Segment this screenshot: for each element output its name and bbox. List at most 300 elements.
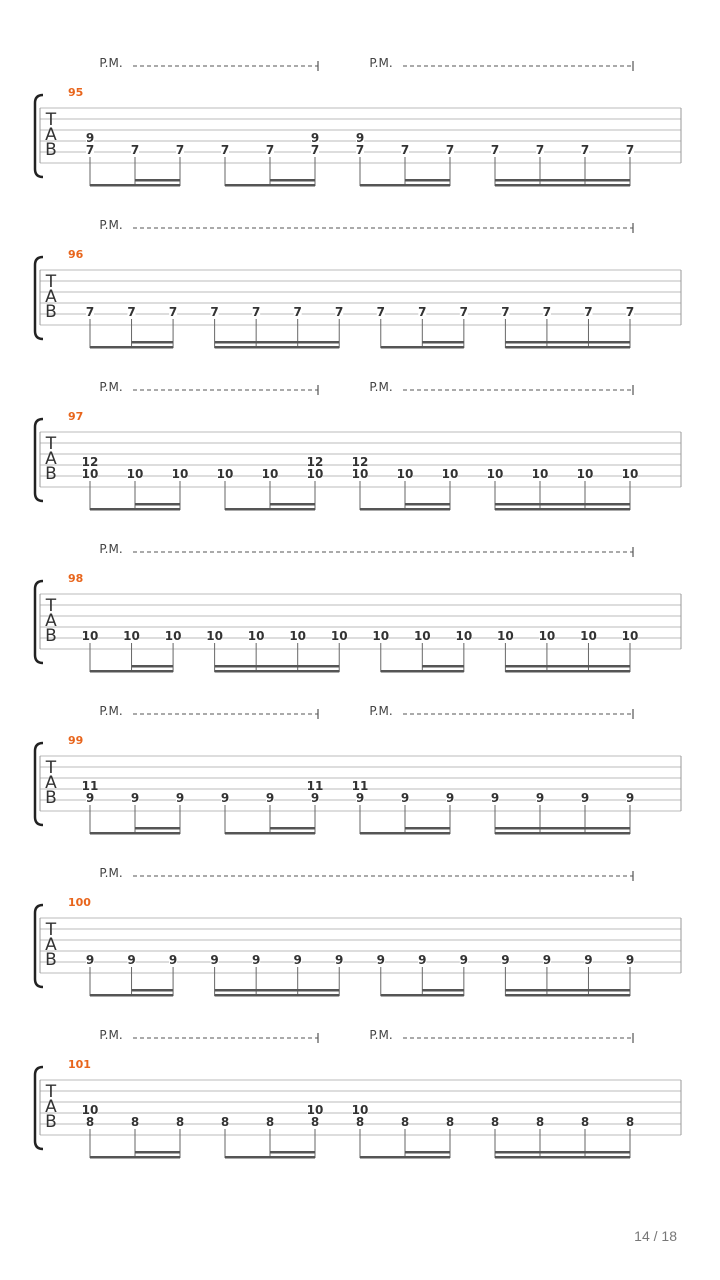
fret-number: 9: [335, 953, 344, 967]
fret-number: 10: [538, 629, 556, 643]
fret-number: 8: [400, 1115, 410, 1129]
fret-number: 9: [310, 791, 320, 805]
fret-number: 7: [265, 143, 275, 157]
fret-number: 8: [130, 1115, 140, 1129]
note: [127, 953, 135, 967]
fret-number: 7: [85, 143, 95, 157]
fret-number: 9: [85, 791, 95, 805]
fret-number: 7: [490, 143, 500, 157]
fret-number: 10: [486, 467, 504, 481]
clef-letter: B: [45, 302, 57, 322]
beam-secondary: [215, 665, 340, 668]
note: [176, 791, 184, 805]
note: [536, 1115, 544, 1129]
beam-secondary: [215, 989, 340, 992]
clef-letter: A: [45, 125, 57, 145]
beam-secondary: [495, 1151, 630, 1154]
note: [248, 629, 265, 643]
note: [210, 953, 218, 967]
page-separator: /: [649, 1228, 662, 1244]
fret-number: 9: [293, 953, 302, 967]
fret-number: 9: [625, 791, 635, 805]
fret-number: 7: [85, 305, 95, 319]
beam-secondary: [422, 989, 464, 992]
system-101: [35, 1028, 681, 1159]
beam-primary: [505, 994, 630, 997]
note: [82, 629, 99, 643]
fret-number: 9: [355, 791, 365, 805]
system-bracket: [35, 743, 43, 825]
note: [86, 953, 94, 967]
beam-secondary: [405, 827, 450, 830]
palm-mute-label: P.M.: [99, 218, 123, 232]
fret-number: 9: [85, 953, 95, 967]
fret-number: 7: [376, 305, 385, 319]
beam-secondary: [270, 503, 315, 506]
fret-number: 7: [335, 305, 344, 319]
note: [491, 791, 499, 805]
fret-number: 7: [251, 305, 261, 319]
note: [210, 305, 218, 319]
palm-mute-label: P.M.: [369, 704, 393, 718]
clef-letter: T: [45, 110, 57, 130]
note: [536, 791, 544, 805]
fret-number: 10: [351, 467, 369, 481]
palm-mute-label: P.M.: [99, 866, 123, 880]
clef-letter: B: [45, 1112, 57, 1132]
note: [176, 143, 184, 157]
note: [491, 143, 499, 157]
beam-secondary: [135, 827, 180, 830]
fret-number: 12: [306, 455, 324, 469]
note: [397, 467, 414, 481]
measure-number: 98: [68, 572, 84, 585]
note: [169, 953, 177, 967]
fret-number: 9: [490, 791, 500, 805]
fret-number: 10: [621, 629, 639, 643]
note: [584, 953, 592, 967]
note: [501, 953, 509, 967]
measure-number: 101: [68, 1058, 91, 1071]
note: [626, 1115, 634, 1129]
fret-number: 9: [175, 791, 185, 805]
note: [252, 305, 260, 319]
note: [165, 629, 182, 643]
beam-primary: [495, 184, 630, 187]
beam-primary: [225, 184, 315, 187]
note: [446, 1115, 454, 1129]
note: [580, 629, 597, 643]
note: [446, 791, 454, 805]
note: [294, 305, 302, 319]
fret-number: 9: [130, 791, 140, 805]
beam-primary: [360, 184, 450, 187]
fret-number: 7: [501, 305, 510, 319]
fret-number: 10: [413, 629, 431, 643]
note: [455, 629, 472, 643]
note: [581, 791, 589, 805]
palm-mute-label: P.M.: [99, 56, 123, 70]
fret-number: 10: [171, 467, 189, 481]
fret-number: 10: [261, 467, 279, 481]
note: [82, 779, 99, 805]
fret-number: 10: [372, 629, 390, 643]
fret-number: 10: [81, 1103, 99, 1117]
note: [217, 467, 234, 481]
note: [626, 143, 634, 157]
note: [123, 629, 140, 643]
fret-number: 10: [497, 629, 514, 643]
fret-number: 9: [168, 953, 178, 967]
note: [266, 791, 274, 805]
fret-number: 7: [580, 143, 590, 157]
note: [131, 143, 139, 157]
note: [622, 467, 639, 481]
fret-number: 8: [175, 1115, 185, 1129]
clef-letter: T: [45, 596, 57, 616]
fret-number: 10: [206, 629, 223, 643]
clef-letter: B: [45, 788, 57, 808]
fret-number: 7: [535, 143, 545, 157]
note: [294, 953, 302, 967]
system-99: [35, 704, 681, 835]
clef-letter: A: [45, 773, 57, 793]
beam-primary: [505, 346, 630, 349]
beam-primary: [90, 508, 180, 511]
note: [86, 131, 94, 157]
note: [532, 467, 549, 481]
measure-number: 100: [68, 896, 91, 909]
clef-letter: B: [45, 950, 57, 970]
fret-number: 9: [418, 953, 427, 967]
note: [626, 791, 634, 805]
fret-number: 10: [126, 467, 144, 481]
page-number: [634, 1228, 677, 1244]
system-bracket: [35, 581, 43, 663]
fret-number: 9: [210, 953, 219, 967]
fret-number: 9: [400, 791, 410, 805]
fret-number: 10: [351, 1103, 369, 1117]
beam-secondary: [405, 179, 450, 182]
beam-secondary: [422, 341, 464, 344]
note: [206, 629, 223, 643]
note: [82, 1103, 99, 1129]
palm-mute-label: P.M.: [369, 380, 393, 394]
beam-primary: [381, 670, 464, 673]
fret-number: 7: [445, 143, 455, 157]
note: [539, 629, 556, 643]
note: [401, 1115, 409, 1129]
fret-number: 9: [542, 953, 552, 967]
note: [82, 455, 99, 481]
fret-number: 9: [355, 131, 365, 145]
fret-number: 7: [584, 305, 593, 319]
beam-primary: [90, 994, 173, 997]
clef-letter: T: [45, 1082, 57, 1102]
fret-number: 7: [355, 143, 365, 157]
note: [127, 305, 135, 319]
beam-secondary: [270, 1151, 315, 1154]
fret-number: 10: [216, 467, 234, 481]
note: [372, 629, 389, 643]
fret-number: 7: [210, 305, 219, 319]
palm-mute-label: P.M.: [99, 542, 123, 556]
note: [176, 1115, 184, 1129]
beam-secondary: [495, 503, 630, 506]
beam-primary: [225, 1156, 315, 1159]
fret-number: 9: [251, 953, 261, 967]
beam-primary: [215, 346, 340, 349]
clef-letter: T: [45, 272, 57, 292]
beam-primary: [505, 670, 630, 673]
note: [352, 1103, 369, 1129]
note: [335, 953, 343, 967]
system-97: [35, 380, 681, 511]
palm-mute-label: P.M.: [369, 1028, 393, 1042]
note: [335, 305, 343, 319]
note: [86, 305, 94, 319]
fret-number: 8: [220, 1115, 230, 1129]
palm-mute-label: P.M.: [99, 380, 123, 394]
beam-primary: [90, 670, 173, 673]
note: [252, 953, 260, 967]
clef-letter: A: [45, 1097, 57, 1117]
fret-number: 7: [168, 305, 178, 319]
note: [626, 953, 634, 967]
note: [377, 953, 385, 967]
note: [172, 467, 189, 481]
note: [584, 305, 592, 319]
note: [377, 305, 385, 319]
beam-secondary: [405, 1151, 450, 1154]
note: [460, 305, 468, 319]
note: [442, 467, 459, 481]
note: [581, 143, 589, 157]
fret-number: 7: [293, 305, 302, 319]
measure-number: 99: [68, 734, 84, 747]
fret-number: 10: [306, 467, 324, 481]
fret-number: 8: [535, 1115, 545, 1129]
fret-number: 12: [351, 455, 369, 469]
note: [352, 455, 369, 481]
beam-primary: [90, 1156, 180, 1159]
fret-number: 9: [535, 791, 545, 805]
beam-primary: [495, 508, 630, 511]
clef-letter: A: [45, 935, 57, 955]
fret-number: 8: [355, 1115, 365, 1129]
note: [356, 131, 364, 157]
fret-number: 10: [441, 467, 459, 481]
note: [127, 467, 144, 481]
note: [401, 791, 409, 805]
note: [289, 629, 306, 643]
fret-number: 7: [310, 143, 320, 157]
fret-number: 7: [220, 143, 230, 157]
fret-number: 8: [310, 1115, 320, 1129]
beam-secondary: [495, 827, 630, 830]
note: [221, 1115, 229, 1129]
fret-number: 8: [85, 1115, 95, 1129]
system-bracket: [35, 1067, 43, 1149]
beam-primary: [90, 346, 173, 349]
fret-number: 9: [625, 953, 635, 967]
note: [352, 779, 369, 805]
note: [491, 1115, 499, 1129]
fret-number: 8: [625, 1115, 635, 1129]
fret-number: 10: [306, 1103, 324, 1117]
fret-number: 8: [490, 1115, 500, 1129]
fret-number: 10: [81, 467, 99, 481]
beam-primary: [381, 346, 464, 349]
measure-number: 96: [68, 248, 84, 261]
note: [131, 791, 139, 805]
beam-primary: [381, 994, 464, 997]
fret-number: 10: [81, 629, 99, 643]
fret-number: 11: [306, 779, 324, 793]
note: [307, 455, 324, 481]
note: [626, 305, 634, 319]
beam-secondary: [135, 179, 180, 182]
palm-mute-label: P.M.: [369, 56, 393, 70]
note: [536, 143, 544, 157]
fret-number: 7: [127, 305, 136, 319]
beam-secondary: [422, 665, 464, 668]
note: [262, 467, 279, 481]
note: [266, 1115, 274, 1129]
fret-number: 7: [625, 305, 635, 319]
note: [577, 467, 594, 481]
page-current: 14: [634, 1228, 650, 1244]
note: [543, 305, 551, 319]
note: [311, 131, 319, 157]
note: [418, 305, 426, 319]
fret-number: 7: [175, 143, 185, 157]
fret-number: 10: [396, 467, 414, 481]
fret-number: 9: [445, 791, 455, 805]
beam-secondary: [132, 665, 174, 668]
fret-number: 10: [580, 629, 597, 643]
note: [501, 305, 509, 319]
fret-number: 10: [531, 467, 549, 481]
beam-primary: [215, 994, 340, 997]
beam-primary: [495, 832, 630, 835]
clef-letter: B: [45, 464, 57, 484]
beam-secondary: [135, 503, 180, 506]
note: [543, 953, 551, 967]
system-98: [35, 542, 681, 673]
fret-number: 7: [625, 143, 635, 157]
beam-primary: [360, 1156, 450, 1159]
fret-number: 8: [445, 1115, 455, 1129]
page-total: 18: [661, 1228, 677, 1244]
system-bracket: [35, 419, 43, 501]
beam-secondary: [505, 989, 630, 992]
fret-number: 12: [81, 455, 99, 469]
note: [414, 629, 431, 643]
fret-number: 9: [265, 791, 275, 805]
fret-number: 9: [376, 953, 385, 967]
system-95: [35, 56, 681, 187]
fret-number: 10: [576, 467, 594, 481]
measure-number: 95: [68, 86, 84, 99]
clef-letter: B: [45, 140, 57, 160]
fret-number: 9: [85, 131, 95, 145]
fret-number: 9: [501, 953, 510, 967]
clef-letter: T: [45, 434, 57, 454]
system-bracket: [35, 95, 43, 177]
fret-number: 7: [130, 143, 140, 157]
clef-letter: A: [45, 611, 57, 631]
fret-number: 9: [220, 791, 230, 805]
fret-number: 10: [621, 467, 639, 481]
system-96: [35, 218, 681, 349]
fret-number: 7: [418, 305, 427, 319]
fret-number: 7: [459, 305, 469, 319]
note: [131, 1115, 139, 1129]
note: [221, 143, 229, 157]
palm-mute-label: P.M.: [99, 704, 123, 718]
palm-mute-label: P.M.: [99, 1028, 123, 1042]
fret-number: 10: [330, 629, 348, 643]
fret-number: 10: [289, 629, 307, 643]
fret-number: 11: [81, 779, 99, 793]
note: [169, 305, 177, 319]
beam-primary: [225, 508, 315, 511]
beam-secondary: [135, 1151, 180, 1154]
fret-number: 8: [265, 1115, 275, 1129]
note: [307, 779, 324, 805]
fret-number: 10: [455, 629, 473, 643]
beam-primary: [360, 832, 450, 835]
clef-letter: T: [45, 758, 57, 778]
fret-number: 9: [584, 953, 593, 967]
fret-number: 10: [123, 629, 140, 643]
fret-number: 9: [310, 131, 320, 145]
note: [418, 953, 426, 967]
clef-letter: T: [45, 920, 57, 940]
beam-secondary: [132, 989, 174, 992]
beam-primary: [90, 832, 180, 835]
beam-primary: [495, 1156, 630, 1159]
beam-secondary: [405, 503, 450, 506]
beam-secondary: [505, 341, 630, 344]
note: [266, 143, 274, 157]
note: [460, 953, 468, 967]
beam-secondary: [215, 341, 340, 344]
note: [446, 143, 454, 157]
system-100: [35, 866, 681, 997]
beam-secondary: [270, 827, 315, 830]
fret-number: 9: [580, 791, 590, 805]
fret-number: 9: [127, 953, 136, 967]
fret-number: 10: [164, 629, 182, 643]
beam-secondary: [495, 179, 630, 182]
system-bracket: [35, 905, 43, 987]
note: [401, 143, 409, 157]
beam-primary: [215, 670, 340, 673]
beam-primary: [360, 508, 450, 511]
note: [487, 467, 504, 481]
note: [221, 791, 229, 805]
clef-letter: B: [45, 626, 57, 646]
clef-letter: A: [45, 449, 57, 469]
beam-secondary: [270, 179, 315, 182]
fret-number: 8: [580, 1115, 590, 1129]
fret-number: 7: [542, 305, 552, 319]
fret-number: 10: [247, 629, 265, 643]
clef-letter: A: [45, 287, 57, 307]
beam-secondary: [505, 665, 630, 668]
